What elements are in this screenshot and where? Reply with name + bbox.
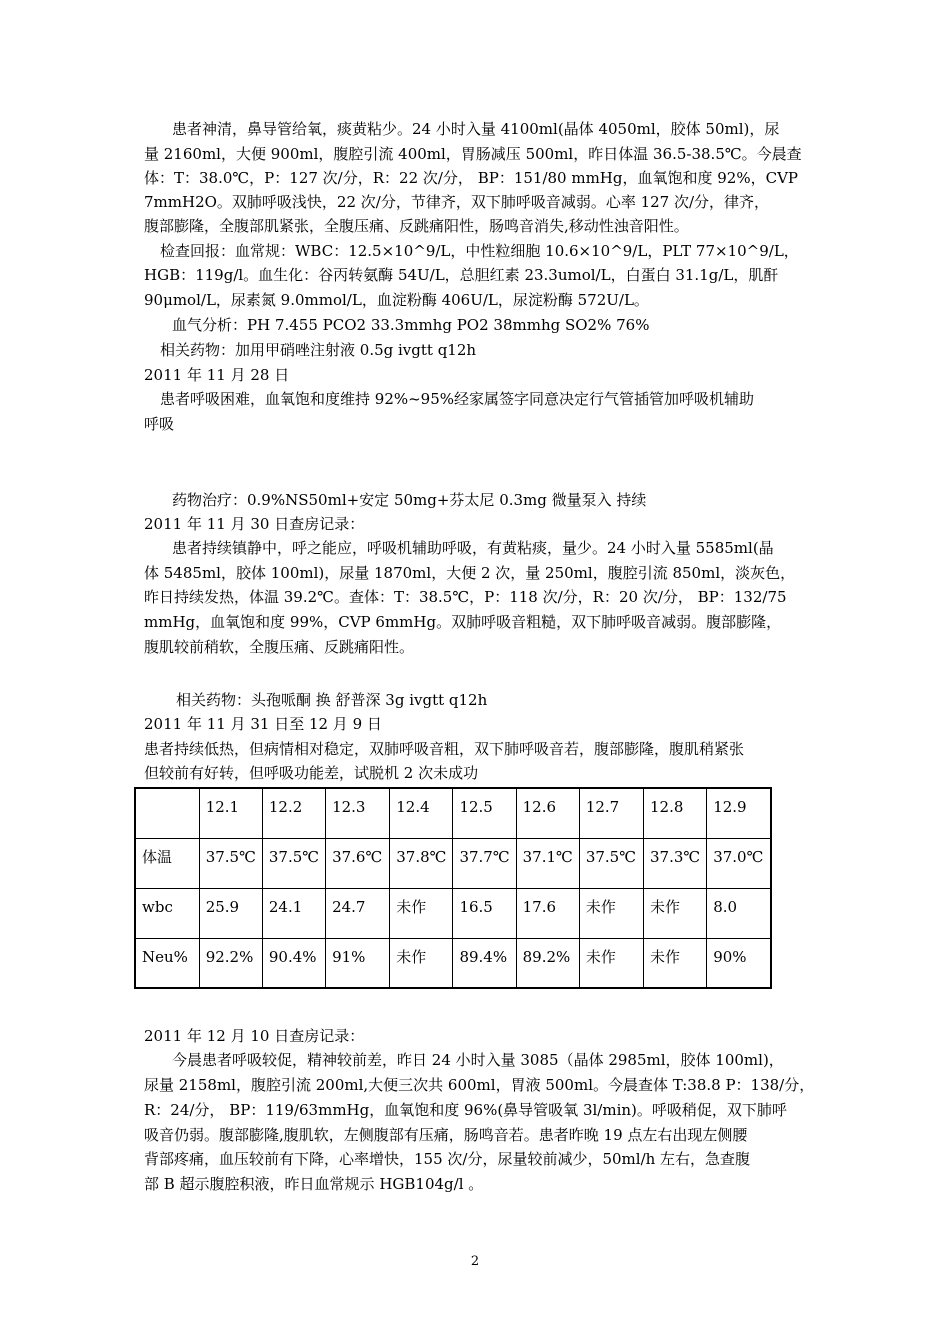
table-cell: 未作 [579,888,643,938]
table-cell: 37.0℃ [707,838,771,888]
table-cell: wbc [135,888,199,938]
table-cell: Neu% [135,938,199,988]
table-cell: 24.7 [326,888,390,938]
text-line: 相关药物：头孢哌酮 换 舒普深 3g ivgtt q12h [176,691,488,709]
table-row [135,888,771,938]
table-cell: 12.8 [644,788,707,838]
table-cell: 12.6 [516,788,579,838]
date-heading: 2011 年 11 月 30 日查房记录： [144,515,365,533]
text-line: 血气分析：PH 7.455 PCO2 33.3mmhg PO2 38mmhg SO2% 76% [172,316,650,334]
text-line: 相关药物：加用甲硝唑注射液 0.5g ivgtt q12h [160,341,477,359]
text-line: 腹部膨隆，全腹部肌紧张，全腹压痛、反跳痛阳性，肠鸣音消失,移动性浊音阳性。 [144,217,689,235]
text-line: 呼吸 [144,415,175,433]
table-cell: 37.5℃ [199,838,262,888]
table-cell: 25.9 [199,888,262,938]
text-line: 今晨患者呼吸较促，精神较前差，昨日 24 小时入量 3085（晶体 2985ml，胶体 100ml)， [172,1051,784,1069]
text-line: 背部疼痛，血压较前有下降，心率增快，155 次/分，尿量较前减少，50ml/h 左右，急查腹 [144,1150,751,1168]
table-cell: 24.1 [262,888,325,938]
table-cell: 未作 [390,888,453,938]
table-header-row [135,788,771,838]
table-cell: 12.3 [326,788,390,838]
table-cell: 12.2 [262,788,325,838]
table-cell: 未作 [644,938,707,988]
text-line: 患者呼吸困难，血氧饱和度维持 92%~95%经家属签字同意决定行气管插管加呼吸机辅助 [160,390,755,408]
table-cell: 37.5℃ [262,838,325,888]
text-line: 体：T：38.0℃，P：127 次/分，R：22 次/分， BP：151/80 mmHg，血氧饱和度 92%，CVP [144,169,798,187]
table-cell: 12.4 [390,788,453,838]
text-line: 但较前有好转，但呼吸功能差，试脱机 2 次未成功 [144,764,479,782]
table-cell: 17.6 [516,888,579,938]
text-line: 检查回报：血常规：WBC：12.5×10^9/L，中性粒细胞 10.6×10^9/L，PLT 77×10^9/L， [160,242,799,260]
table-cell: 未作 [644,888,707,938]
date-heading: 2011 年 11 月 28 日 [144,366,290,384]
table-cell [135,788,199,838]
table-cell: 12.7 [579,788,643,838]
table-cell: 90% [707,938,771,988]
table-cell: 未作 [579,938,643,988]
text-line: 量 2160ml，大便 900ml，腹腔引流 400ml，胃肠减压 500ml，昨日体温 36.5-38.5℃。今晨查 [144,145,802,163]
text-line: 尿量 2158ml，腹腔引流 200ml,大便三次共 600ml，胃液 500ml。今晨查体 T:38.8 P：138/分， [144,1076,815,1094]
table-row [135,838,771,888]
text-line: 患者神清，鼻导管给氧，痰黄粘少。24 小时入量 4100ml(晶体 4050ml，胶体 50ml)，尿 [172,120,780,138]
text-line: 体 5485ml，胶体 100ml)，尿量 1870ml，大便 2 次，量 250ml，腹腔引流 850ml，淡灰色， [144,564,796,582]
date-heading: 2011 年 12 月 10 日查房记录： [144,1027,365,1045]
table-cell: 12.5 [453,788,516,838]
table-cell: 37.1℃ [516,838,579,888]
date-heading: 2011 年 11 月 31 日至 12 月 9 日 [144,715,382,733]
text-line: 昨日持续发热，体温 39.2℃。查体：T：38.5℃，P：118 次/分，R：20 次/分， BP：132/75 [144,588,787,606]
table-cell: 37.7℃ [453,838,516,888]
text-line: mmHg，血氧饱和度 99%，CVP 6mmHg。双肺呼吸音粗糙，双下肺呼吸音减弱。腹部膨隆， [144,613,782,631]
text-line: 90μmol/L，尿素氮 9.0mmol/L，血淀粉酶 406U/L，尿淀粉酶 572U/L。 [144,291,649,309]
text-line: 部 B 超示腹腔积液，昨日血常规示 HGB104g/l 。 [144,1175,484,1193]
text-line: 患者持续镇静中，呼之能应，呼吸机辅助呼吸，有黄粘痰，量少。24 小时入量 5585ml(晶 [172,539,774,557]
vitals-table [134,787,772,989]
table-cell: 未作 [390,938,453,988]
table-cell: 89.4% [453,938,516,988]
table-cell: 92.2% [199,938,262,988]
table-cell: 12.1 [199,788,262,838]
table-cell: 91% [326,938,390,988]
table-row [135,938,771,988]
text-line: HGB：119g/l。血生化：谷丙转氨酶 54U/L，总胆红素 23.3umol/L，白蛋白 31.1g/L，肌酐 [144,266,779,284]
table-cell: 37.5℃ [579,838,643,888]
text-line: 吸音仍弱。腹部膨隆,腹肌软，左侧腹部有压痛，肠鸣音若。患者昨晚 19 点左右出现左侧腰 [144,1126,748,1144]
text-line: R：24/分， BP：119/63mmHg，血氧饱和度 96%(鼻导管吸氧 3l/min)。呼吸稍促，双下肺呼 [144,1101,787,1119]
text-line: 腹肌较前稍软，全腹压痛、反跳痛阳性。 [144,638,415,656]
table-cell: 12.9 [707,788,771,838]
table-cell: 90.4% [262,938,325,988]
table-cell: 体温 [135,838,199,888]
text-line: 药物治疗：0.9%NS50ml+安定 50mg+芬太尼 0.3mg 微量泵入 持续 [172,491,647,509]
table-cell: 37.8℃ [390,838,453,888]
table-cell: 37.3℃ [644,838,707,888]
text-line: 患者持续低热，但病情相对稳定，双肺呼吸音粗，双下肺呼吸音若，腹部膨隆，腹肌稍紧张 [144,740,745,758]
table-cell: 16.5 [453,888,516,938]
page-number: 2 [470,1254,480,1269]
table-cell: 89.2% [516,938,579,988]
table-cell: 8.0 [707,888,771,938]
text-line: 7mmH2O。双肺呼吸浅快，22 次/分，节律齐，双下肺呼吸音减弱。心率 127 次/分，律齐， [144,193,770,211]
table-cell: 37.6℃ [326,838,390,888]
